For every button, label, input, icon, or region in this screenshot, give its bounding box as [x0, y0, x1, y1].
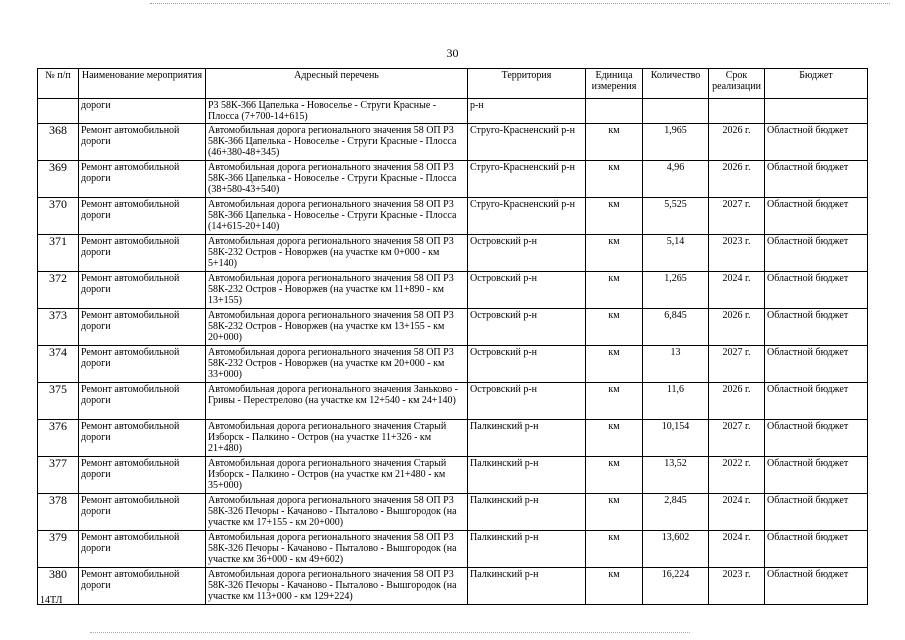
header-budget: Бюджет: [765, 69, 868, 99]
cell-territory: Струго-Красненский р-н: [468, 198, 586, 235]
cell-num: 380: [38, 568, 79, 605]
cell-territory: Палкинский р-н: [468, 457, 586, 494]
cell-territory: Островский р-н: [468, 272, 586, 309]
cell-territory: Островский р-н: [468, 383, 586, 420]
cell-num: 375: [38, 383, 79, 420]
cell-unit: км: [586, 494, 643, 531]
cell-budget: Областной бюджет: [765, 346, 868, 383]
cell-quantity: 13: [643, 346, 709, 383]
cell-unit: км: [586, 272, 643, 309]
cell-quantity: 13,52: [643, 457, 709, 494]
cell-name: Ремонт автомобильной дороги: [79, 494, 206, 531]
cell-name: Ремонт автомобильной дороги: [79, 420, 206, 457]
header-term: Срок реализации: [709, 69, 765, 99]
cell-budget: [765, 99, 868, 124]
cell-term: 2022 г.: [709, 457, 765, 494]
cell-term: 2026 г.: [709, 161, 765, 198]
cell-name: Ремонт автомобильной дороги: [79, 124, 206, 161]
roads-table: [37, 68, 868, 605]
cell-term: 2024 г.: [709, 272, 765, 309]
cell-address: Автомобильная дорога регионального значения 58 ОП Р3 58К-326 Печоры - Качаново - Пыталово - Вышгородок (на участке км 113+000 - км 129+224): [206, 568, 468, 605]
table-row: [38, 161, 868, 198]
cell-quantity: 6,845: [643, 309, 709, 346]
cell-unit: км: [586, 420, 643, 457]
cell-quantity: 13,602: [643, 531, 709, 568]
cell-name: Ремонт автомобильной дороги: [79, 198, 206, 235]
cell-term: 2024 г.: [709, 531, 765, 568]
cell-address: Автомобильная дорога регионального значения 58 ОП Р3 58К-366 Цапелька - Новоселье - Струги Красные - Плосса (38+580-43+540): [206, 161, 468, 198]
cell-address: Автомобильная дорога регионального значения 58 ОП Р3 58К-326 Печоры - Качаново - Пыталово - Вышгородок (на участке км 36+000 - км 49+602): [206, 531, 468, 568]
cell-term: 2026 г.: [709, 124, 765, 161]
cell-unit: км: [586, 531, 643, 568]
table-row: [38, 235, 868, 272]
cell-name: Ремонт автомобильной дороги: [79, 161, 206, 198]
cell-budget: Областной бюджет: [765, 272, 868, 309]
header-unit: Единица измерения: [586, 69, 643, 99]
scan-artifact-top: [150, 3, 890, 4]
cell-territory: Островский р-н: [468, 309, 586, 346]
table-row: [38, 346, 868, 383]
cell-num: 373: [38, 309, 79, 346]
cell-unit: [586, 99, 643, 124]
header-name: Наименование мероприятия: [79, 69, 206, 99]
cell-num: 378: [38, 494, 79, 531]
cell-term: 2023 г.: [709, 235, 765, 272]
cell-name: Ремонт автомобильной дороги: [79, 346, 206, 383]
table-row: [38, 272, 868, 309]
cell-term: 2027 г.: [709, 420, 765, 457]
cell-address: Автомобильная дорога регионального значения 58 ОП Р3 58К-366 Цапелька - Новоселье - Струги Красные - Плосса (14+615-20+140): [206, 198, 468, 235]
cell-address: Автомобильная дорога регионального значения 58 ОП Р3 58К-232 Остров - Новоржев (на участке км 11+890 - км 13+155): [206, 272, 468, 309]
cell-quantity: 10,154: [643, 420, 709, 457]
cell-budget: Областной бюджет: [765, 531, 868, 568]
cell-unit: км: [586, 457, 643, 494]
cell-budget: Областной бюджет: [765, 309, 868, 346]
cell-budget: Областной бюджет: [765, 494, 868, 531]
table-row: [38, 420, 868, 457]
cell-territory: р-н: [468, 99, 586, 124]
header-territory: Территория: [468, 69, 586, 99]
cell-term: 2024 г.: [709, 494, 765, 531]
table-row: [38, 531, 868, 568]
cell-num: 372: [38, 272, 79, 309]
cell-budget: Областной бюджет: [765, 161, 868, 198]
cell-unit: км: [586, 124, 643, 161]
table-row-continuation: [38, 99, 868, 124]
cell-address: Автомобильная дорога регионального значения Старый Изборск - Палкино - Остров (на участке км 21+480 - км 35+000): [206, 457, 468, 494]
scan-artifact-bottom: [90, 632, 690, 633]
cell-name: Ремонт автомобильной дороги: [79, 235, 206, 272]
page-number: 30: [446, 46, 459, 60]
cell-num: 370: [38, 198, 79, 235]
table-header-row: [38, 69, 868, 99]
cell-term: 2027 г.: [709, 346, 765, 383]
cell-territory: Островский р-н: [468, 346, 586, 383]
cell-quantity: 4,96: [643, 161, 709, 198]
cell-quantity: [643, 99, 709, 124]
table-row: [38, 124, 868, 161]
cell-name: Ремонт автомобильной дороги: [79, 383, 206, 420]
cell-unit: км: [586, 161, 643, 198]
cell-num: [38, 99, 79, 124]
header-num: № п/п: [38, 69, 79, 99]
cell-name: Ремонт автомобильной дороги: [79, 309, 206, 346]
cell-term: 2026 г.: [709, 383, 765, 420]
cell-num: 369: [38, 161, 79, 198]
cell-name: Ремонт автомобильной дороги: [79, 457, 206, 494]
cell-num: 368: [38, 124, 79, 161]
cell-unit: км: [586, 383, 643, 420]
table-row: [38, 198, 868, 235]
table-row: [38, 568, 868, 605]
cell-address: Автомобильная дорога регионального значения 58 ОП Р3 58К-366 Цапелька - Новоселье - Струги Красные - Плосса (46+380-48+345): [206, 124, 468, 161]
cell-address: Автомобильная дорога регионального значения Заньково - Гривы - Перестрелово (на участке км 12+540 - км 24+140): [206, 383, 468, 420]
cell-num: 376: [38, 420, 79, 457]
cell-term: 2023 г.: [709, 568, 765, 605]
cell-territory: Струго-Красненский р-н: [468, 161, 586, 198]
table-row: [38, 494, 868, 531]
cell-budget: Областной бюджет: [765, 235, 868, 272]
cell-address: Автомобильная дорога регионального значения 58 ОП Р3 58К-232 Остров - Новоржев (на участке км 0+000 - км 5+140): [206, 235, 468, 272]
cell-unit: км: [586, 309, 643, 346]
cell-quantity: 2,845: [643, 494, 709, 531]
cell-budget: Областной бюджет: [765, 420, 868, 457]
cell-num: 377: [38, 457, 79, 494]
cell-term: [709, 99, 765, 124]
table-row: [38, 383, 868, 420]
cell-unit: км: [586, 235, 643, 272]
cell-term: 2026 г.: [709, 309, 765, 346]
cell-territory: Палкинский р-н: [468, 494, 586, 531]
document-code: 14ТЛ: [40, 595, 63, 606]
cell-territory: Островский р-н: [468, 235, 586, 272]
cell-name: Ремонт автомобильной дороги: [79, 531, 206, 568]
cell-territory: Струго-Красненский р-н: [468, 124, 586, 161]
cell-budget: Областной бюджет: [765, 198, 868, 235]
cell-quantity: 11,6: [643, 383, 709, 420]
cell-name: Ремонт автомобильной дороги: [79, 568, 206, 605]
cell-name: Ремонт автомобильной дороги: [79, 272, 206, 309]
cell-quantity: 16,224: [643, 568, 709, 605]
cell-budget: Областной бюджет: [765, 124, 868, 161]
table-row: [38, 309, 868, 346]
cell-address: Р3 58К-366 Цапелька - Новоселье - Струги Красные - Плосса (7+700-14+615): [206, 99, 468, 124]
header-quantity: Количество: [643, 69, 709, 99]
header-address: Адресный перечень: [206, 69, 468, 99]
cell-unit: км: [586, 346, 643, 383]
cell-budget: Областной бюджет: [765, 457, 868, 494]
table-row: [38, 457, 868, 494]
cell-quantity: 5,525: [643, 198, 709, 235]
cell-address: Автомобильная дорога регионального значения Старый Изборск - Палкино - Остров (на участке 11+326 - км 21+480): [206, 420, 468, 457]
cell-quantity: 5,14: [643, 235, 709, 272]
cell-territory: Палкинский р-н: [468, 531, 586, 568]
cell-territory: Палкинский р-н: [468, 420, 586, 457]
cell-quantity: 1,265: [643, 272, 709, 309]
cell-address: Автомобильная дорога регионального значения 58 ОП Р3 58К-232 Остров - Новоржев (на участке км 20+000 - км 33+000): [206, 346, 468, 383]
cell-unit: км: [586, 568, 643, 605]
cell-budget: Областной бюджет: [765, 383, 868, 420]
cell-address: Автомобильная дорога регионального значения 58 ОП Р3 58К-232 Остров - Новоржев (на участке км 13+155 - км 20+000): [206, 309, 468, 346]
cell-term: 2027 г.: [709, 198, 765, 235]
cell-name: дороги: [79, 99, 206, 124]
cell-quantity: 1,965: [643, 124, 709, 161]
cell-budget: Областной бюджет: [765, 568, 868, 605]
cell-num: 379: [38, 531, 79, 568]
cell-unit: км: [586, 198, 643, 235]
cell-num: 374: [38, 346, 79, 383]
cell-num: 371: [38, 235, 79, 272]
cell-territory: Палкинский р-н: [468, 568, 586, 605]
cell-address: Автомобильная дорога регионального значения 58 ОП Р3 58К-326 Печоры - Качаново - Пыталово - Вышгородок (на участке км 17+155 - км 20+000): [206, 494, 468, 531]
